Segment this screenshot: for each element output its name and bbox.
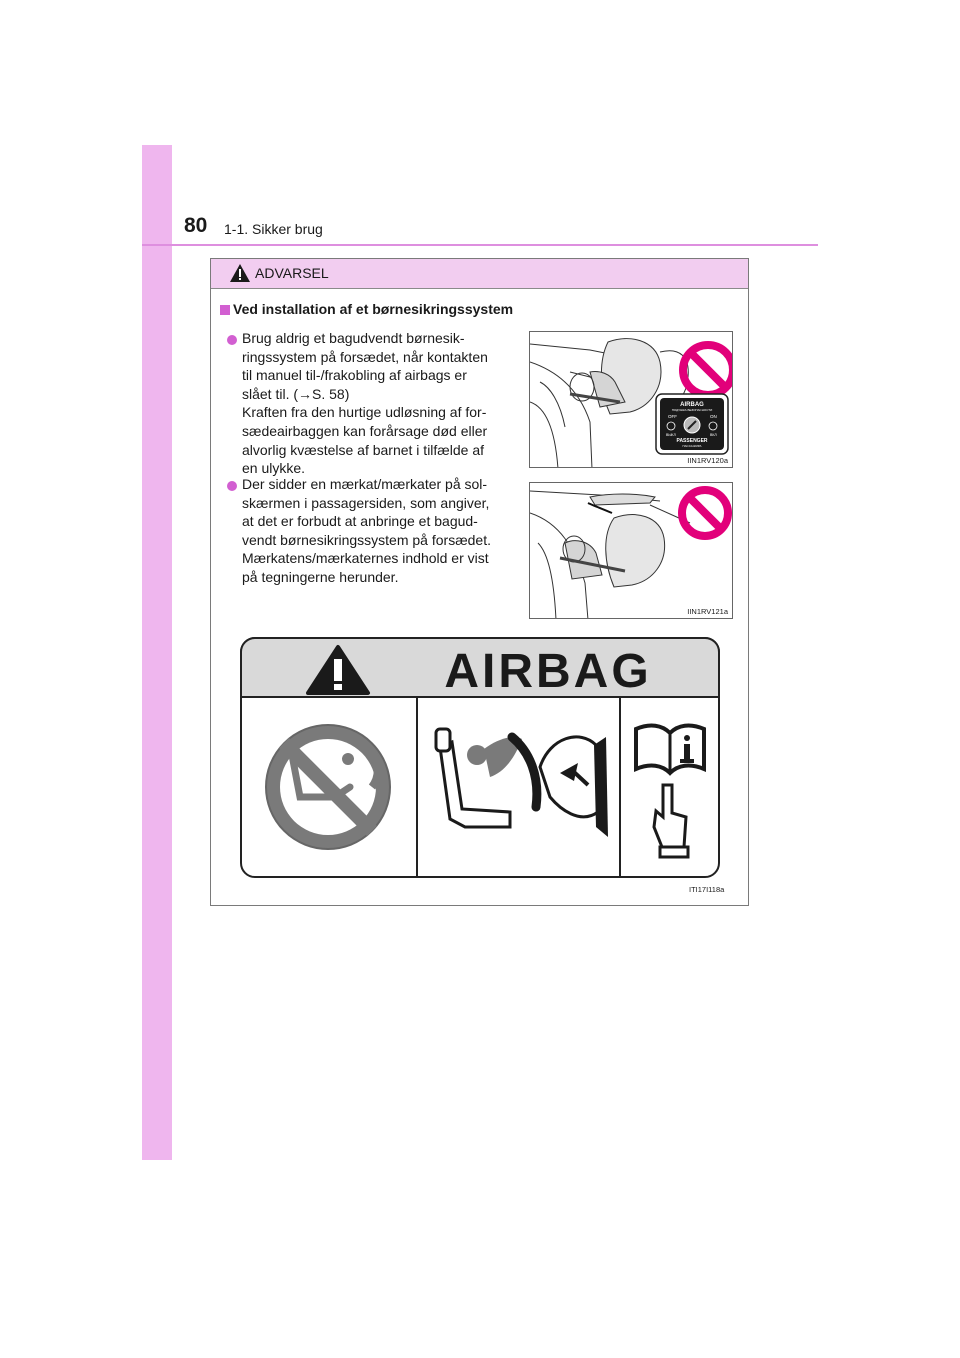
panel-airbag-subtitle: ПОДУШКА БЕЗОПАСНОСТИ [671,408,713,412]
bullet-dot-icon [227,481,237,491]
warning-header [211,259,748,289]
figure-code-3: ITI17I118a [689,885,725,894]
bullet-dot-icon [227,335,237,345]
page-number: 80 [184,214,208,237]
panel-off-label: OFF [668,414,677,419]
section-heading: Ved installation af et børnesikringssystem [233,301,514,317]
panel-on-sub: ВКЛ [710,433,717,437]
figure-code-1: IIN1RV120a [687,456,728,465]
figure-airbag-switch [529,331,733,468]
sunvisor-child-seat-illustration [530,483,733,619]
panel-off-sub: ВЫКЛ [666,433,676,437]
warning-triangle-icon [229,263,251,283]
warning-title: ADVARSEL [255,265,329,281]
figure-code-2: IIN1RV121a [687,607,728,616]
panel-on-label: ON [710,414,717,419]
bullet-text-2: Der sidder en mærkat/mærkater på sol- skærmen i passagersiden, som angiver, at det er forbudt at anbringe et bagud- vendt børnesikringssystem på forsædet. Mærkatens/mærkaternes indhold er vist på tegningerne herunder. [242,476,491,585]
panel-passenger-label: PASSENGER [676,438,708,444]
side-thumb-band [142,145,172,1160]
section-square-icon [220,305,230,315]
airbag-warning-label [240,637,720,878]
warning-box [210,258,749,906]
panel-passenger-sub: ПАССАЖИРА [682,444,702,448]
panel-airbag-title: AIRBAG [680,402,704,408]
child-seat-dashboard-illustration [530,332,733,468]
figure-sunvisor [529,482,733,619]
bullet-text-1: Brug aldrig et bagudvendt børnesik- ringssystem på forsædet, når kontakten til manuel til-/frakobling af airbags er slået til. (→S. 58) Kraften fra den hurtige udløsning af for- sædeairbaggen kan forårsage død eller alvorlig kvæstelse af barnet i tilfælde af en ulykke. [242,330,488,477]
label-airbag-title: AIRBAG [444,645,652,698]
header-rule [142,244,818,246]
no-child-seat-icon [266,725,390,849]
chapter-label: 1-1. Sikker brug [224,221,323,237]
